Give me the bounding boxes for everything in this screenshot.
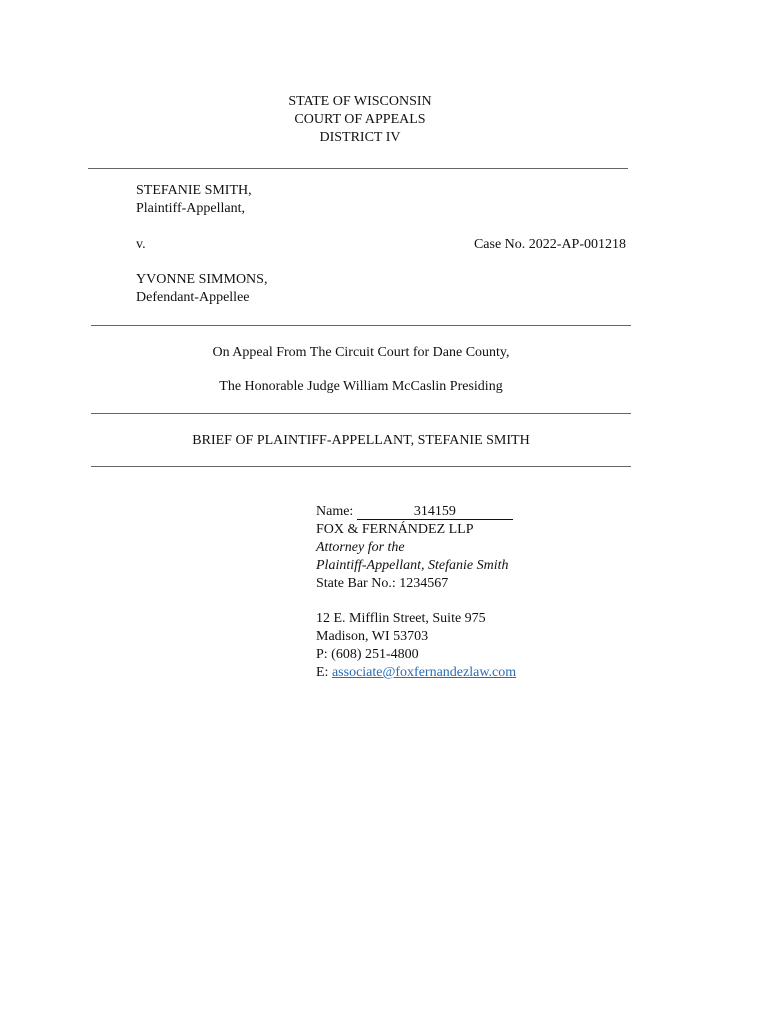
address-line-2: Madison, WI 53703 xyxy=(316,629,429,644)
divider-rule xyxy=(88,168,628,169)
appellee-block xyxy=(136,271,267,307)
appellant-role: Plaintiff-Appellant, xyxy=(136,201,245,216)
email-link[interactable]: associate@foxfernandezlaw.com xyxy=(331,665,517,680)
name-line xyxy=(316,503,516,521)
case-number: Case No. 2022-AP-001218 xyxy=(473,237,626,252)
court-heading: COURT OF APPEALS xyxy=(294,112,426,127)
divider-rule xyxy=(91,413,631,414)
bar-number: State Bar No.: 1234567 xyxy=(316,576,449,591)
phone-line: P: (608) 251-4800 xyxy=(316,647,419,662)
attorney-line-1: Attorney for the xyxy=(316,540,405,555)
appellee-role: Defendant-Appellee xyxy=(136,290,250,305)
court-caption xyxy=(180,93,540,147)
firm-name: FOX & FERNÁNDEZ LLP xyxy=(316,522,474,537)
spacer xyxy=(316,593,516,610)
email-prefix: E: xyxy=(316,665,329,680)
email-line xyxy=(316,664,516,682)
district-heading: DISTRICT IV xyxy=(319,130,401,145)
name-value: 314159 xyxy=(357,505,513,520)
signature-block xyxy=(316,503,516,682)
appeal-origin-line: On Appeal From The Circuit Court for Dane County, xyxy=(212,345,510,360)
brief-title: BRIEF OF PLAINTIFF-APPELLANT, STEFANIE SMITH xyxy=(192,433,530,448)
name-label: Name: xyxy=(316,504,354,519)
divider-rule xyxy=(91,325,631,326)
appellant-name: STEFANIE SMITH, xyxy=(136,183,252,198)
presiding-judge-line: The Honorable Judge William McCaslin Presiding xyxy=(219,379,503,394)
appellant-block xyxy=(136,182,252,218)
divider-rule xyxy=(91,466,631,467)
state-heading: STATE OF WISCONSIN xyxy=(288,94,432,109)
address-line-1: 12 E. Mifflin Street, Suite 975 xyxy=(316,611,486,626)
appellee-name: YVONNE SIMMONS, xyxy=(136,272,268,287)
attorney-line-2: Plaintiff-Appellant, Stefanie Smith xyxy=(316,558,509,573)
versus-label: v. xyxy=(136,237,146,252)
